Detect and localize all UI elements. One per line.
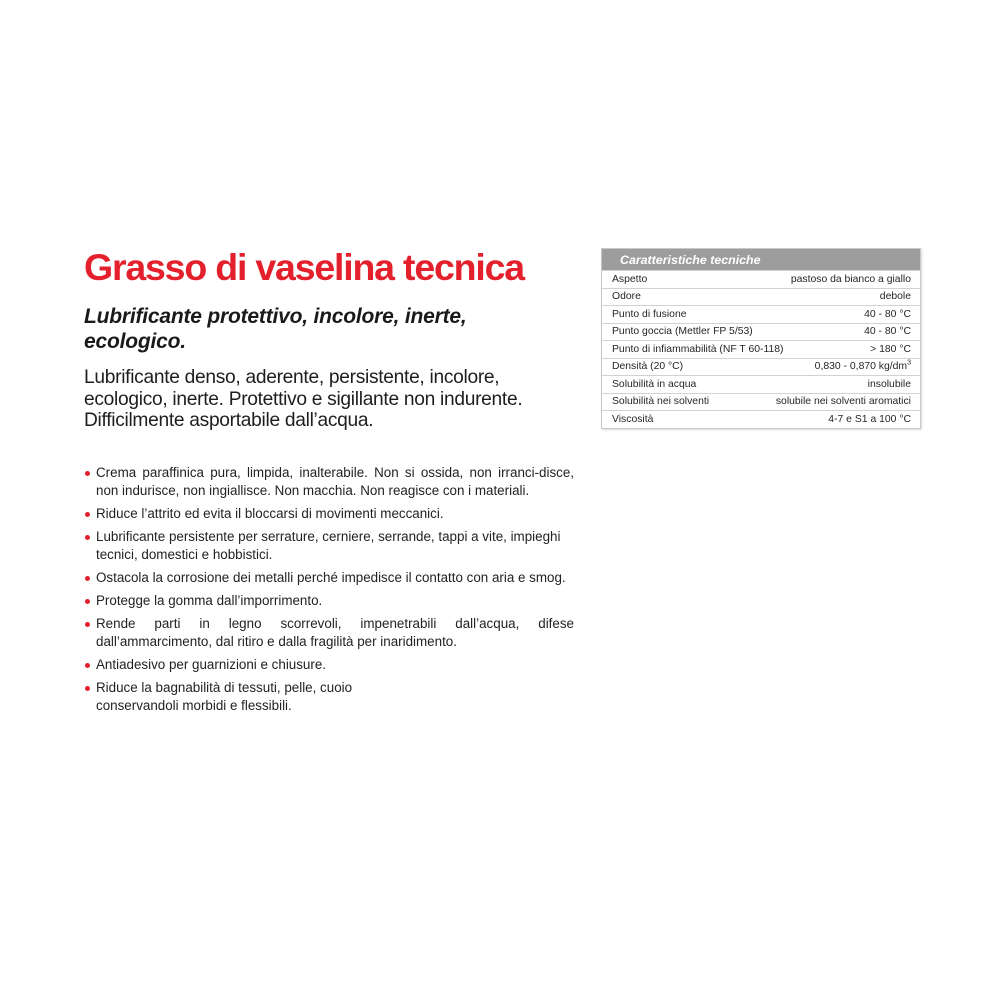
spec-value-superscript: 3 [907,359,911,367]
feature-list [84,464,574,720]
spec-value: pastoso da bianco a giallo [790,273,911,285]
spec-label: Punto goccia (Mettler FP 5/53) [612,326,753,338]
subtitle: Lubrificante protettivo, incolore, inerte, ecologico. [84,305,467,353]
table-row [602,393,920,411]
technical-specs-table [601,248,921,429]
bullet-icon [85,686,90,691]
table-row [602,358,920,376]
list-item-text: Riduce l’attrito ed evita il bloccarsi di movimenti meccanici. [96,506,444,521]
list-item-text: Crema paraffinica pura, limpida, inalterabile. Non si ossida, non irranci-disce, non indurisce, non ingiallisce. Non macchia. Non reagisce con i materiali. [96,465,574,498]
table-row [602,288,920,306]
spec-value: insolubile [867,378,911,390]
table-row [602,305,920,323]
table-row [602,340,920,358]
page-title: Grasso di vaselina tecnica [84,246,524,288]
table-row [602,410,920,428]
list-item [84,592,574,610]
bullet-icon [85,576,90,581]
spec-value: 40 - 80 °C [864,326,911,338]
table-row [602,323,920,341]
list-item [84,656,574,674]
specs-table-header: Caratteristiche tecniche [602,249,920,270]
bullet-icon [85,599,90,604]
spec-value: solubile nei solventi aromatici [775,396,911,408]
table-row [602,270,920,288]
spec-value: 4-7 e S1 a 100 °C [828,413,911,425]
bullet-icon [85,512,90,517]
list-item [84,528,574,564]
list-item [84,569,574,587]
bullet-icon [85,622,90,627]
spec-value: > 180 °C [870,343,911,355]
intro-paragraph: Lubrificante denso, aderente, persistente, incolore, ecologico, inerte. Protettivo e sigillante non indurente. Difficilmente asportabile dall’acqua. [84,367,523,431]
spec-label: Punto di infiammabilità (NF T 60-118) [612,343,784,355]
list-item [84,615,574,651]
spec-label: Solubilità nei solventi [612,396,710,408]
spec-label: Aspetto [612,273,648,285]
spec-value: 0,830 - 0,870 kg/dm [814,361,908,373]
list-item-text: Lubrificante persistente per serrature, cerniere, serrande, tappi a vite, impieghi tecnici, domestici e hobbistici. [96,529,561,562]
list-item [84,464,574,500]
list-item-text: Protegge la gomma dall’imporrimento. [96,593,323,608]
list-item-text: Antiadesivo per guarnizioni e chiusure. [96,657,327,672]
spec-label: Viscosità [612,413,654,425]
bullet-icon [85,471,90,476]
list-item-text: Ostacola la corrosione dei metalli perché impedisce il contatto con aria e smog. [96,570,566,585]
list-item [84,679,396,715]
bullet-icon [85,663,90,668]
spec-label: Solubilità in acqua [612,378,697,390]
bullet-icon [85,535,90,540]
spec-value: 40 - 80 °C [864,308,911,320]
spec-label: Punto di fusione [612,308,687,320]
spec-label: Densità (20 °C) [612,361,684,373]
spec-value: debole [879,291,911,303]
list-item [84,505,574,523]
table-row [602,375,920,393]
list-item-text: Rende parti in legno scorrevoli, impenetrabili dall’acqua, difese dall’ammarcimento, dal ritiro e dalla fragilità per inaridimento. [96,616,574,649]
list-item-text: Riduce la bagnabilità di tessuti, pelle, cuoio conservandoli morbidi e flessibili. [96,680,353,713]
spec-label: Odore [612,291,641,303]
spec-value-wrap [815,361,911,372]
